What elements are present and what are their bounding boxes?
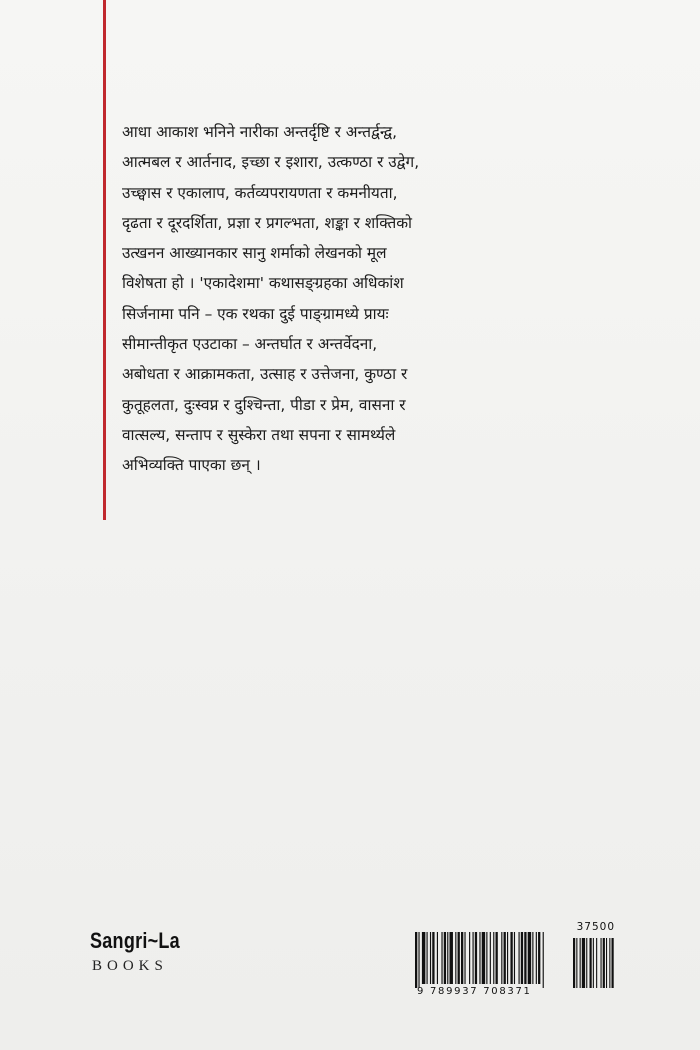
barcode-bar: [422, 932, 425, 984]
barcode-bar: [606, 938, 607, 988]
barcode-bar: [430, 932, 431, 984]
barcode-bar: [475, 932, 477, 984]
barcode-bar: [501, 932, 502, 984]
barcode-bar: [437, 932, 438, 984]
publisher-logo: [90, 928, 220, 988]
barcode-bar: [538, 932, 540, 984]
barcode-bar: [580, 938, 581, 988]
barcode-bar: [586, 938, 587, 988]
barcode-bar: [418, 932, 419, 988]
barcode-bar: [450, 932, 453, 984]
price-code: 37500: [576, 921, 615, 933]
barcode-bar: [493, 932, 494, 984]
barcode-bar: [521, 932, 523, 984]
barcode-bar: [528, 932, 531, 984]
barcode-bar: [543, 932, 544, 988]
barcode-bar: [536, 932, 537, 984]
barcode-bar: [464, 932, 465, 984]
barcode-bar: [486, 932, 487, 984]
barcode-bar: [524, 932, 526, 984]
barcode-bar: [415, 932, 417, 988]
barcode-bar: [601, 938, 602, 988]
barcode-bar: [469, 932, 470, 984]
barcode-bar: [444, 932, 446, 984]
barcode-bar: [609, 938, 610, 988]
barcode-bar: [593, 938, 594, 988]
barcode-bar: [461, 932, 463, 984]
red-accent-rule: [103, 0, 106, 520]
publisher-name: Sangri~La: [90, 928, 180, 953]
barcode-bar: [582, 938, 585, 988]
barcode-bar: [519, 932, 520, 984]
barcode-bar: [510, 932, 512, 984]
barcode-bar: [590, 938, 592, 988]
barcode-bar: [573, 938, 575, 988]
blurb-paragraph: आधा आकाश भनिने नारीका अन्तर्दृष्टि र अन्तर्द्वन्द्व, आत्मबल र आर्तनाद, इच्छा र इशारा, उत्कण्ठा र उद्वेग, उच्छ्वास र एकालाप, कर्तव्यपरायणता र कमनीयता, दृढता र दूरदर्शिता, प्रज्ञा र प्रगल्भता, शङ्का र शक्तिको उत्खनन आख्यानकार सानु शर्माको लेखनको मूल विशेषता हो । 'एकादेशमा' कथासङ्ग्रहका अधिकांश सिर्जनामा पनि – एक रथका दुई पाङ्ग्रामध्ये प्रायः सीमान्तीकृत एउटाका – अन्तर्घात र अन्तर्वेदना, अबोधता र आक्रामकता, उत्साह र उत्तेजना, कुण्ठा र कुतूहलता, दुःस्वप्न र दुश्चिन्ता, पीडा र प्रेम, वासना र वात्सल्य, सन्ताप र सुस्केरा तथा सपना र सामर्थ्यले अभिव्यक्ति पाएका छन् ।: [122, 123, 420, 475]
barcode-bar: [473, 932, 474, 984]
barcode-bar: [504, 932, 506, 984]
barcode-bar: [532, 932, 533, 984]
barcode-bar: [455, 932, 456, 984]
barcode-bar: [490, 932, 491, 984]
barcode-bar: [507, 932, 508, 984]
barcode-bar: [458, 932, 460, 984]
isbn-number: 9 789937 708371: [417, 986, 532, 997]
barcode-bar: [603, 938, 605, 988]
barcode-bar: [514, 932, 515, 984]
barcode-bar: [596, 938, 597, 988]
barcode-bar: [482, 932, 485, 984]
barcode-bar: [447, 932, 448, 984]
barcode-bar: [427, 932, 428, 984]
barcode-bar: [496, 932, 498, 984]
isbn-barcode: [413, 918, 615, 1000]
barcode-bar: [612, 938, 614, 988]
barcode-icon: [413, 932, 615, 988]
publisher-subtitle: BOOKS: [92, 958, 168, 974]
barcode-bar: [576, 938, 577, 988]
barcode-bar: [479, 932, 480, 984]
barcode-bar: [432, 932, 434, 984]
barcode-bar: [441, 932, 442, 984]
